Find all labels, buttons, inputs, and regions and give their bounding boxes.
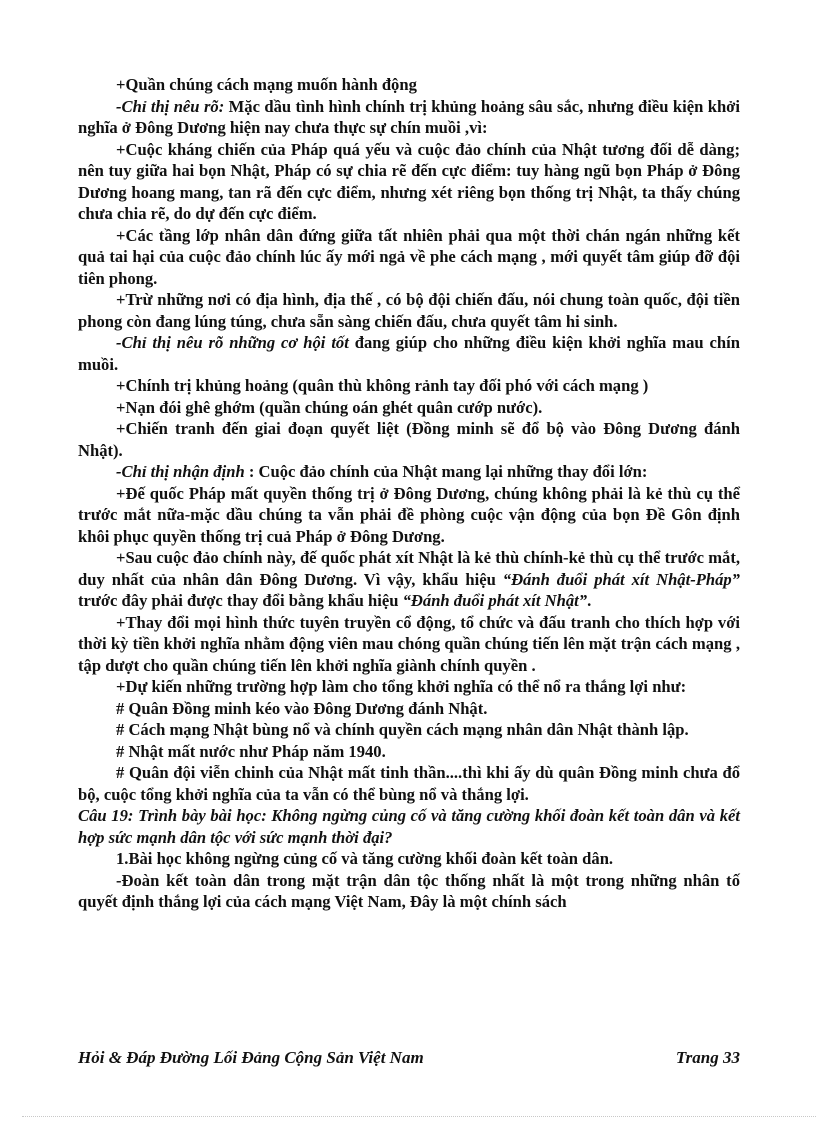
paragraph: +Trừ những nơi có địa hình, địa thế , có bộ đội chiến đấu, nói chung toàn quốc, đội tiền phong còn đang lúng túng, chưa sẵn sàng chiến đấu, chưa quyết tâm hi sinh.	[78, 290, 740, 331]
paragraph: -Đoàn kết toàn dân trong mặt trận dân tộc thống nhất là một trong những nhân tố quyết định thắng lợi của cách mạng Việt Nam, Đây là một chính sách	[78, 870, 740, 911]
document-page	[78, 74, 740, 913]
paragraph: +Đế quốc Pháp mất quyền thống trị ở Đông Dương, chúng không phải là kẻ thù cụ thể trước mắt nữa-mặc dầu chúng ta vẫn phải đề phòng cuộc vận động của bọn Đề Gôn định khôi phục quyền thống trị cuả Pháp ở Đông Dương.	[78, 483, 740, 546]
paragraph: +Nạn đói ghê ghớm (quần chúng oán ghét quân cướp nước).	[116, 397, 543, 417]
page-divider	[22, 1116, 816, 1117]
slogan-quote: “Đánh đuổi phát xít Nhật”	[402, 591, 588, 610]
paragraph	[78, 461, 740, 483]
footer-title: Hỏi & Đáp Đường Lối Đảng Cộng Sản Việt Nam	[78, 1048, 424, 1067]
paragraph: # Cách mạng Nhật bùng nổ và chính quyền cách mạng nhân dân Nhật thành lập.	[116, 720, 689, 739]
paragraph-text: trước đây phải được thay đổi bằng khẩu hiệu	[78, 591, 403, 610]
paragraph: # Quân Đồng minh kéo vào Đông Dương đánh Nhật.	[116, 698, 488, 718]
paragraph: +Cuộc kháng chiến của Pháp quá yếu và cuộc đảo chính của Nhật tương đối dễ dàng; nên tuy giữa hai bọn Nhật, Pháp có sự chia rẽ đến cực điểm: tuy hàng ngũ bọn Pháp ở Đông Dương hoang mang, tan rã đến cực điểm, nhưng xét riêng bọn thống trị Nhật, ta thấy chúng chưa chia rẽ, do dự đến cực điểm.	[78, 139, 740, 223]
paragraph: 1.Bài học không ngừng củng cố và tăng cường khối đoàn kết toàn dân.	[116, 849, 614, 868]
page-number: Trang 33	[675, 1048, 740, 1067]
paragraph: # Nhật mất nước như Pháp năm 1940.	[116, 741, 386, 761]
page-footer	[78, 1048, 740, 1068]
slogan-quote: “Đánh đuổi phát xít Nhật-Pháp”	[502, 569, 740, 589]
paragraph: +Chính trị khủng hoảng (quân thù không rảnh tay đối phó với cách mạng )	[116, 376, 649, 395]
paragraph: +Thay đổi mọi hình thức tuyên truyền cổ động, tổ chức và đấu tranh cho thích hợp với thời kỳ tiền khởi nghĩa nhằm động viên mau chóng quần chúng tiến lên mặt trận cách mạng , tập dượt cho quần chúng tiến lên khởi nghĩa giành chính quyền .	[78, 612, 740, 675]
paragraph: +Quần chúng cách mạng muốn hành động	[116, 75, 417, 94]
italic-lead: -Chỉ thị nêu rõ:	[116, 96, 225, 116]
paragraph-text: : Cuộc đảo chính của Nhật mang lại những thay đổi lớn:	[244, 462, 648, 481]
paragraph: +Dự kiến những trường hợp làm cho tổng khởi nghĩa có thể nổ ra thắng lợi như:	[116, 677, 687, 696]
paragraph-text: đang giúp cho những điều kiện khởi nghĩa mau chín muồi.	[78, 333, 740, 374]
paragraph	[78, 96, 740, 139]
paragraph-text: Mặc dầu tình hình chính trị khủng hoảng sâu sắc, nhưng điều kiện khởi nghĩa ở Đông Dương hiện nay chưa thực sự chín muồi ,vì:	[78, 96, 740, 137]
paragraph: +Các tầng lớp nhân dân đứng giữa tất nhiên phải qua một thời chán ngán những kết quả tai hại của cuộc đảo chính lúc ấy mới ngả về phe cách mạng , mới quyết tâm giúp đỡ đội tiên phong.	[78, 225, 740, 288]
paragraph: # Quân đội viễn chinh của Nhật mất tinh thần....thì khi ấy dù quân Đồng minh chưa đổ bộ, cuộc tổng khởi nghĩa của ta vẫn có thể bùng nổ và thắng lợi.	[78, 763, 740, 804]
paragraph-text: .	[587, 591, 592, 610]
question-heading: Câu 19: Trình bày bài học: Không ngừng củng cố và tăng cường khối đoàn kết toàn dân và kết hợp sức mạnh dân tộc với sức mạnh thời đại?	[78, 806, 740, 847]
paragraph-text: +Sau cuộc đảo chính này, đế quốc phát xít Nhật là kẻ thù chính-kẻ thù cụ thể trước mắt, duy nhất của nhân dân Đông Dương. Vì vậy, khẩu hiệu	[78, 548, 740, 589]
italic-lead: -Chỉ thị nêu rõ những cơ hội tốt	[116, 333, 349, 352]
italic-lead: -Chỉ thị nhận định	[116, 462, 245, 481]
paragraph	[78, 332, 740, 375]
paragraph: +Chiến tranh đến giai đoạn quyết liệt (Đồng minh sẽ đổ bộ vào Đông Dương đánh Nhật).	[78, 419, 740, 460]
paragraph	[78, 547, 740, 612]
